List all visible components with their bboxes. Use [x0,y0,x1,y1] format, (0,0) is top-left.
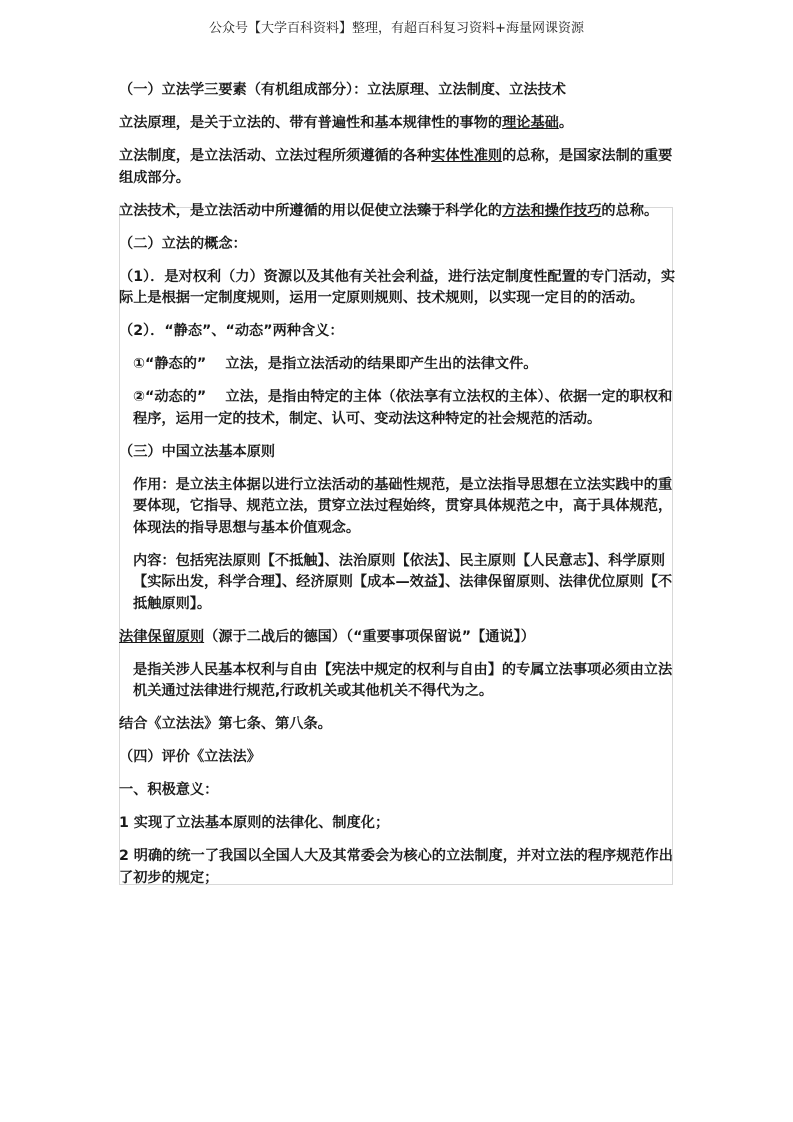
section-2-heading: （二）立法的概念： [119,235,247,252]
section-1-heading: （一）立法学三要素（有机组成部分）：立法原理、立法制度、立法技术 [119,82,566,98]
legislation-law-articles: 结合《立法法》第七条、第八条。 [119,716,332,732]
significance-item-1: 1 实现了立法基本原则的法律化、制度化； [119,815,390,831]
significance-item-2: 2 明确的统一了我国以全国人大及其常委会为核心的立法制度，并对立法的程序规范作出了初步的规定； [119,848,673,886]
principle-content: 内容：包括宪法原则【不抵触】、法治原则【依法】、民主原则【人民意志】、科学原则【实际出发，科学合理】、经济原则【成本—效益】、法律保留原则、法律优位原则【不抵触原则】。 [133,552,673,612]
section-3-heading: （三）中国立法基本原则 [119,443,276,460]
paragraph-legislative-system [119,146,679,189]
dynamic-meaning: ②“动态的” 立法，是指由特定的主体（依法享有立法权的主体）、依据一定的职权和程序，运用一定的技术，制定、认可、变动法这种特定的社会规范的活动。 [133,389,673,427]
concept-item-2: （2）．“静态”、“动态”两种含义： [119,323,344,339]
legal-reservation-definition: 是指关涉人民基本权利与自由【宪法中规定的权利与自由】的专属立法事项必须由立法机关通过法律进行规范,行政机关或其他机关不得代为之。 [133,661,673,699]
text: 立法原理，是关于立法的、带有普遍性和基本规律性的事物的 [119,115,503,131]
text: 立法制度，是立法活动、立法过程所须遵循的各种 [119,148,432,164]
text: 。 [558,115,574,131]
underlined-term: 实体性准则 [431,148,503,164]
concept-item-1: （1）．是对权利（力）资源以及其他有关社会利益，进行法定制度性配置的专门活动，实际上是根据一定制度规则，运用一定原则规则、技术规则，以实现一定目的的活动。 [119,268,676,306]
document-body [119,80,679,901]
positive-significance-heading: 一、积极意义： [119,782,219,798]
underlined-term: 方法和操作技巧 [502,202,602,219]
text: （源于二战后的德国）（“重要事项保留说”【通说】） [204,628,535,645]
legal-reservation-title [119,627,679,649]
paragraph-legislative-technique [119,201,679,223]
page-header: 公众号【大学百科资料】整理，有超百科复习资料+海量网课资源 [209,21,584,36]
static-meaning: ①“静态的” 立法，是指立法活动的结果即产生出的法律文件。 [133,356,538,372]
underlined-term: 理论基础 [502,115,559,131]
text: 立法技术，是立法活动中所遵循的用以促使立法臻于科学化的 [119,202,503,219]
principle-function: 作用：是立法主体据以进行立法活动的基础性规范，是立法指导思想在立法实践中的重要体现，它指导、规范立法，贯穿立法过程始终，贯穿具体规范之中，高于具体规范，体现法的指导思想与基本价值观念。 [133,476,673,536]
underlined-term: 法律保留原则 [119,628,205,645]
paragraph-legislative-principle [119,113,679,135]
text: 的总称，是国家法制的重要组成部分。 [119,148,673,186]
text: 的总称。 [601,202,659,219]
section-4-heading: （四）评价《立法法》 [119,749,261,765]
